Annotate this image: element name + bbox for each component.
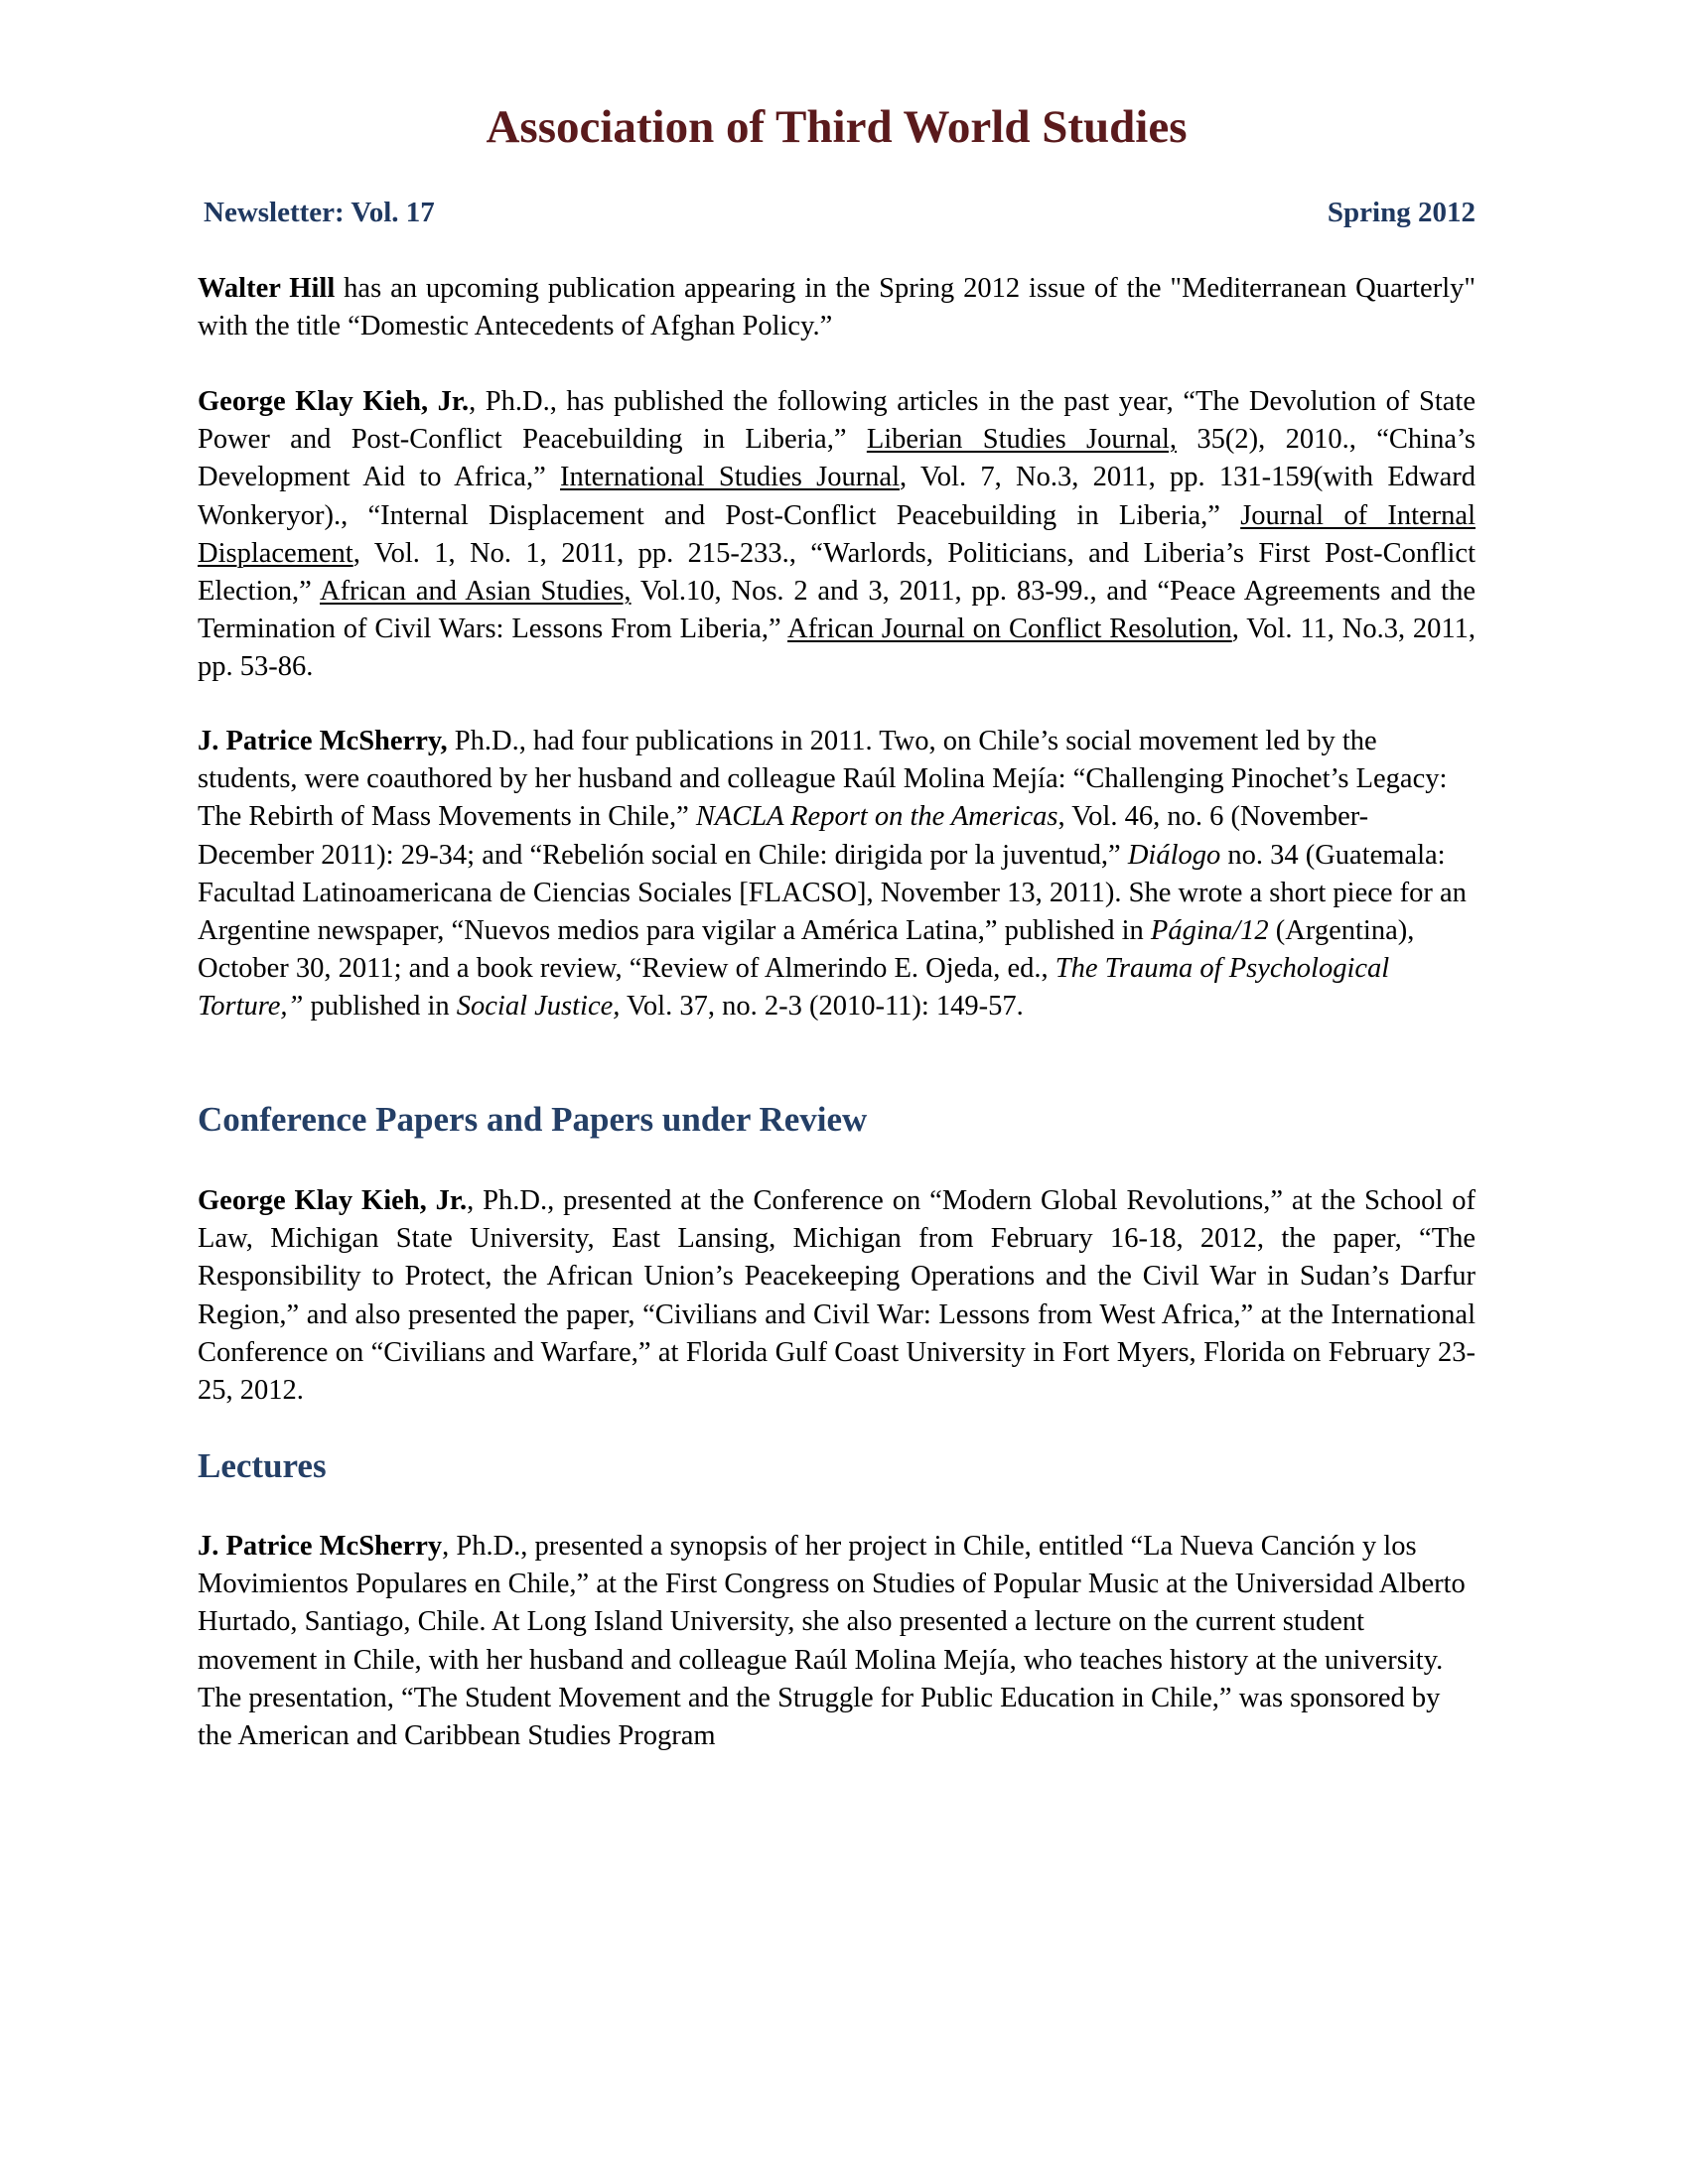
entry-text: , Ph.D., presented at the Conference on “Modern Global Revolutions,” at the School of Law, Michigan State University, East Lansing, Michigan from February 16-18, 2012, the paper, “The Responsibility to Protect, the African Union’s Peacekeeping Operations and the Civil War in Sudan’s Darfur Region,” and also presented the paper, “Civilians and Civil War: Lessons from West Africa,” at the International Conference on “Civilians and Warfare,” at Florida Gulf Coast University in Fort Myers, Florida on February 23-25, 2012. [198, 1185, 1476, 1407]
entry-text: 35(2), 2010., “China’s Development Aid to Africa,” [198, 424, 1476, 493]
entry-kieh-publications [198, 383, 1476, 687]
entry-mcsherry-publications [198, 723, 1476, 1026]
entry-text: , Vol. 46, no. 6 (November-December 2011): 29-34; and “Rebelión social en Chile: dirigida por la juventud,” [198, 801, 1369, 871]
entry-text: Vol.10, Nos. 2 and 3, 2011, pp. 83-99., and “Peace Agreements and the Termination of Civil Wars: Lessons From Liberia,” [198, 576, 1476, 645]
publication-title: The Trauma of Psychological Torture,” [198, 953, 1390, 1023]
entry-text: , Vol. 11, No.3, 2011, pp. 53-86. [198, 614, 1477, 683]
entry-text: , Ph.D., presented a synopsis of her project in Chile, entitled “La Nueva Canción y los Movimientos Populares en Chile,” at the First Congress on Studies of Popular Music at the Universidad Alberto Hurtado, Santiago, Chile. At Long Island University, she also presented a lecture on the current student movement in Chile, with her husband and colleague Raúl Molina Mejía, who teaches history at the university. The presentation, “The Student Movement and the Struggle for Public Education in Chile,” was sponsored by the American and Caribbean Studies Program [198, 1531, 1466, 1752]
entry-text: published in [303, 991, 457, 1023]
volume-label: Newsletter: Vol. 17 [204, 197, 435, 228]
issue-label: Spring 2012 [1327, 197, 1476, 228]
entry-kieh-conference [198, 1182, 1476, 1410]
journal-title: African and Asian Studies, [319, 576, 632, 608]
entry-walter-hill [198, 270, 1476, 345]
section-heading-conference-papers: Conference Papers and Papers under Review [198, 1100, 868, 1139]
entry-text: Ph.D., had four publications in 2011. Two, on Chile’s social movement led by the students, were coauthored by her husband and colleague Raúl Molina Mejía: “Challenging Pinochet’s Legacy: The Rebirth of Mass Movements in Chile,” [198, 726, 1448, 833]
author-name: J. Patrice McSherry, [198, 726, 448, 756]
entry-text: has an upcoming publication appearing in the Spring 2012 issue of the "Mediterranean Quarterly" with the title “Domestic Antecedents of Afghan Policy.” [198, 273, 1476, 342]
publication-title: NACLA Report on the Americas [695, 801, 1058, 833]
newsletter-title: Association of Third World Studies [486, 101, 1188, 153]
journal-title: Journal of Internal Displacement [198, 499, 1476, 569]
journal-title: African Journal on Conflict Resolution [787, 614, 1232, 645]
entry-text: , Vol. 1, No. 1, 2011, pp. 215-233., “Warlords, Politicians, and Liberia’s First Post-Conflict Election,” [198, 537, 1476, 608]
publication-title: Página/12 [1150, 915, 1269, 947]
entry-text: , Vol. 7, No.3, 2011, pp. 131-159(with Edward Wonkeryor)., “Internal Displacement and Post-Conflict Peacebuilding in Liberia,” [198, 462, 1476, 531]
journal-title: Liberian Studies Journal, [866, 424, 1178, 456]
author-name: George Klay Kieh, Jr. [198, 386, 470, 417]
journal-title: International Studies Journal [560, 462, 900, 493]
entry-text: , Ph.D., has published the following articles in the past year, “The Devolution of State Power and Post-Conflict Peacebuilding in Liberia,” [198, 386, 1476, 456]
entry-text: Vol. 37, no. 2-3 (2010-11): 149-57. [620, 991, 1024, 1023]
entry-text: (Argentina), October 30, 2011; and a book review, “Review of Almerindo E. Ojeda, ed., [198, 915, 1415, 985]
author-name: J. Patrice McSherry [198, 1531, 443, 1562]
entry-mcsherry-lecture [198, 1528, 1476, 1755]
masthead [204, 195, 1476, 230]
publication-title: Social Justice, [456, 991, 621, 1023]
section-heading-lectures: Lectures [198, 1446, 327, 1485]
author-name: Walter Hill [198, 273, 336, 304]
entry-text: no. 34 (Guatemala: Facultad Latinoamericana de Ciencias Sociales [FLACSO], November 13, 2011). She wrote a short piece for an Argentine newspaper, “Nuevos medios para vigilar a América Latina,” published in [198, 839, 1467, 947]
author-name: George Klay Kieh, Jr. [198, 1185, 468, 1216]
publication-title: Diálogo [1127, 839, 1221, 871]
